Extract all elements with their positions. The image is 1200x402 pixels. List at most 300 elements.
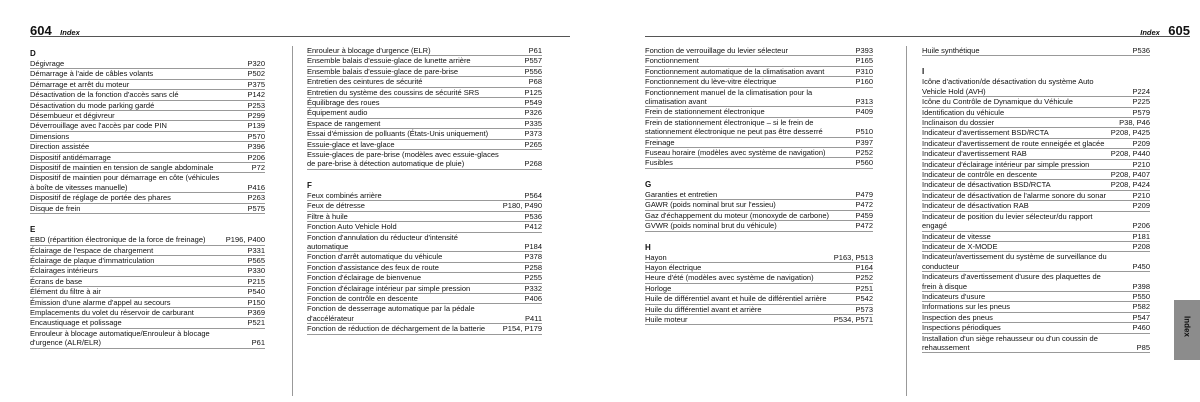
entry-text: Encaustiquage et polissage — [30, 318, 122, 328]
entry-text: Équilibrage des roues — [307, 98, 380, 108]
entry-text: Ensemble balais d'essuie-glace de lunette arrière — [307, 56, 471, 66]
index-entry[interactable] — [645, 88, 873, 108]
page-reference[interactable]: P164 — [855, 262, 873, 272]
index-entry[interactable] — [307, 140, 542, 150]
header-rule — [645, 36, 1190, 37]
entry-text: Dispositif antidémarrage — [30, 152, 111, 162]
page-title: Index — [60, 28, 80, 37]
section-letter: E — [30, 225, 36, 235]
index-entry[interactable] — [922, 252, 1150, 272]
index-entry[interactable] — [30, 121, 265, 131]
entry-text: Identification du véhicule — [922, 107, 1005, 117]
entry-text: Désactivation du mode parking gardé — [30, 100, 155, 110]
page-number: 604 — [30, 23, 52, 38]
page-header — [1140, 22, 1190, 36]
entry-text: Éclairages intérieurs — [30, 266, 98, 276]
entry-text: Frein de stationnement électronique — [645, 107, 765, 117]
index-entry[interactable] — [307, 273, 542, 283]
page-reference[interactable]: P330 — [247, 266, 265, 276]
entry-text: Essuie-glace et lave-glace — [307, 139, 395, 149]
index-entry[interactable] — [307, 212, 542, 222]
entry-text: Indicateur de désactivation BSD/RCTA — [922, 180, 1051, 190]
entry-text: Feux combinés arrière — [307, 190, 382, 200]
index-entry[interactable] — [645, 221, 873, 231]
index-entry[interactable] — [645, 67, 873, 77]
index-entry[interactable] — [307, 263, 542, 273]
page-reference[interactable]: P125 — [524, 87, 542, 97]
index-entry[interactable] — [922, 180, 1150, 190]
entry-text: Élément du filtre à air — [30, 287, 101, 297]
entry-text: Indicateur de position du levier sélecteur/du rapport engagé — [922, 211, 1093, 231]
page-reference[interactable]: P556 — [524, 66, 542, 76]
index-column — [30, 46, 265, 359]
page-reference[interactable]: P335 — [524, 118, 542, 128]
page-reference[interactable]: P38, P46 — [1119, 118, 1150, 128]
index-entry[interactable] — [922, 292, 1150, 302]
entry-text: Heure d'été (modèles avec système de navigation) — [645, 273, 814, 283]
index-entry[interactable] — [30, 193, 265, 203]
entry-text: Icône d'activation/de désactivation du système Auto Vehicle Hold (AVH) — [922, 77, 1094, 96]
page-reference[interactable]: P224 — [1132, 86, 1150, 96]
index-entry[interactable] — [645, 263, 873, 273]
entry-text: GVWR (poids nominal brut du véhicule) — [645, 221, 777, 231]
page-reference[interactable]: P472 — [855, 200, 873, 210]
tab-label: Index — [1182, 316, 1192, 337]
page-reference[interactable]: P549 — [524, 98, 542, 108]
index-entry[interactable] — [922, 272, 1150, 292]
page-reference[interactable]: P326 — [524, 108, 542, 118]
index-entry[interactable] — [645, 253, 873, 263]
entry-text: Essai d'émission de polluants (États-Unis uniquement) — [307, 129, 489, 139]
entry-text: Indicateur d'avertissement de route enneigée et glacée — [922, 138, 1105, 148]
page-reference[interactable]: P180, P490 — [502, 201, 542, 211]
page-reference[interactable]: P154, P179 — [502, 324, 542, 334]
page-reference[interactable]: P252 — [855, 148, 873, 158]
index-entry[interactable] — [645, 211, 873, 221]
entry-text: Fonction d'arrêt automatique du véhicule — [307, 252, 443, 262]
page-reference[interactable]: P373 — [524, 129, 542, 139]
index-entry[interactable] — [30, 80, 265, 90]
entry-text: Fonctionnement — [645, 56, 699, 66]
section-letter: D — [30, 49, 36, 58]
index-entry[interactable] — [307, 233, 542, 253]
page-reference[interactable]: P160 — [855, 77, 873, 87]
page-reference[interactable]: P560 — [855, 158, 873, 168]
entry-text: Désembueur et dégivreur — [30, 111, 115, 121]
section-letter: F — [307, 180, 312, 190]
entry-text: Équipement audio — [307, 108, 368, 118]
index-entry[interactable] — [30, 246, 265, 256]
page-reference[interactable]: P459 — [855, 210, 873, 220]
section-letter: I — [922, 67, 925, 77]
entry-text: Fonction d'assistance des feux de route — [307, 262, 439, 272]
entry-text: Fonction de réduction de déchargement de la batterie — [307, 324, 486, 334]
index-entry[interactable] — [922, 139, 1150, 149]
page-reference[interactable]: P206 — [247, 152, 265, 162]
page-reference[interactable]: P502 — [247, 69, 265, 79]
entry-text: Feux de détresse — [307, 201, 365, 211]
index-entry[interactable] — [30, 69, 265, 79]
page-reference[interactable]: P536 — [524, 211, 542, 221]
entry-text: Déverrouillage avec l'accès par code PIN — [30, 121, 167, 131]
index-section — [30, 48, 265, 214]
entry-text: Horloge — [645, 283, 672, 293]
index-entry[interactable] — [922, 97, 1150, 107]
entry-text: Inspections périodiques — [922, 323, 1001, 333]
page-reference[interactable]: P331 — [247, 245, 265, 255]
entry-text: Entretien des ceintures de sécurité — [307, 77, 423, 87]
page-reference[interactable]: P416 — [247, 182, 265, 192]
index-entry[interactable] — [30, 256, 265, 266]
page-reference[interactable]: P536 — [1132, 46, 1150, 55]
index-entry[interactable] — [30, 235, 265, 245]
index-entry[interactable] — [922, 118, 1150, 128]
page-reference[interactable]: P252 — [855, 273, 873, 283]
index-entry[interactable] — [307, 252, 542, 262]
entry-text: Garanties et entretien — [645, 189, 718, 199]
entry-text: Entretien du système des coussins de sécurité SRS — [307, 87, 480, 97]
page-reference[interactable]: P299 — [247, 111, 265, 121]
index-column — [645, 46, 873, 335]
entry-text: Huile moteur — [645, 314, 688, 324]
page-reference[interactable]: P320 — [247, 59, 265, 68]
entry-text: Hayon — [645, 252, 667, 262]
page-reference[interactable]: P225 — [1132, 97, 1150, 107]
index-entry[interactable] — [307, 108, 542, 118]
entry-text: Dimensions — [30, 131, 70, 141]
index-entry[interactable] — [922, 46, 1150, 56]
page-reference[interactable]: P310 — [855, 66, 873, 76]
index-entry[interactable] — [922, 201, 1150, 211]
index-entry[interactable] — [307, 150, 542, 170]
index-entry[interactable] — [922, 128, 1150, 138]
page-reference[interactable]: P268 — [524, 159, 542, 169]
page-reference[interactable]: P265 — [524, 139, 542, 149]
page-reference[interactable]: P570 — [247, 131, 265, 141]
entry-text: Indicateur d'avertissement BSD/RCTA — [922, 128, 1049, 138]
index-entry[interactable] — [922, 77, 1150, 97]
page-reference[interactable]: P582 — [1132, 302, 1150, 312]
index-section — [645, 46, 873, 169]
page-reference[interactable]: P547 — [1132, 312, 1150, 322]
entry-text: Icône du Contrôle de Dynamique du Véhicule — [922, 97, 1073, 107]
page-reference[interactable]: P564 — [524, 190, 542, 200]
index-entry[interactable] — [307, 284, 542, 294]
entry-text: Huile synthétique — [922, 46, 980, 55]
index-entry[interactable] — [30, 101, 265, 111]
page-reference[interactable]: P378 — [524, 252, 542, 262]
page-reference[interactable]: P253 — [247, 100, 265, 110]
entry-text: Fuseau horaire (modèles avec système de navigation) — [645, 148, 826, 158]
page-reference[interactable]: P165 — [855, 56, 873, 66]
entry-text: Fonction d'annulation du réducteur d'intensité automatique — [307, 232, 458, 251]
index-entry[interactable] — [645, 77, 873, 87]
header-rule — [30, 36, 570, 37]
index-section — [922, 46, 1150, 56]
index-entry[interactable] — [307, 324, 542, 334]
page-reference[interactable]: P406 — [524, 293, 542, 303]
index-entry[interactable] — [30, 111, 265, 121]
index-entry[interactable] — [30, 277, 265, 287]
page-reference[interactable]: P68 — [528, 77, 542, 87]
index-entry[interactable] — [307, 98, 542, 108]
index-section — [307, 180, 542, 335]
entry-text: Disque de frein — [30, 203, 81, 213]
page-reference[interactable]: P181 — [1132, 231, 1150, 241]
page-reference[interactable]: P85 — [1136, 342, 1150, 352]
page-reference[interactable]: P209 — [1132, 201, 1150, 211]
page-reference[interactable]: P557 — [524, 56, 542, 66]
index-entry[interactable] — [30, 318, 265, 328]
entry-text: Fonctionnement manuel de la climatisation pour la climatisation avant — [645, 87, 813, 107]
index-entry[interactable] — [307, 67, 542, 77]
page-reference[interactable]: P460 — [1132, 323, 1150, 333]
index-entry[interactable] — [922, 232, 1150, 242]
page-reference[interactable]: P573 — [855, 304, 873, 314]
index-entry[interactable] — [307, 119, 542, 129]
index-entry[interactable] — [30, 287, 265, 297]
index-entry[interactable] — [922, 302, 1150, 312]
page-reference[interactable]: P565 — [247, 255, 265, 265]
page-reference[interactable]: P521 — [247, 318, 265, 328]
index-entry[interactable] — [645, 294, 873, 304]
entry-text: Fonctionnement automatique de la climatisation avant — [645, 66, 825, 76]
entry-text: Fusibles — [645, 158, 673, 168]
index-entry[interactable] — [922, 334, 1150, 354]
entry-text: Fonctionnement du lève-vitre électrique — [645, 77, 777, 87]
index-entry[interactable] — [645, 273, 873, 283]
page-reference[interactable]: P412 — [524, 222, 542, 232]
entry-text: Informations sur les pneus — [922, 302, 1010, 312]
index-thumb-tab[interactable] — [1174, 300, 1200, 360]
entry-text: Émission d'une alarme d'appel au secours — [30, 297, 171, 307]
index-column — [307, 46, 542, 345]
index-entry[interactable] — [30, 163, 265, 173]
page-reference[interactable]: P196, P400 — [225, 235, 265, 245]
page-reference[interactable]: P409 — [855, 107, 873, 117]
index-entry[interactable] — [30, 173, 265, 193]
page-reference[interactable]: P208, P425 — [1110, 128, 1150, 138]
page-reference[interactable]: P369 — [247, 307, 265, 317]
index-entry[interactable] — [645, 138, 873, 148]
index-entry[interactable] — [307, 46, 542, 56]
index-entry[interactable] — [645, 107, 873, 117]
page-reference[interactable]: P251 — [855, 283, 873, 293]
page-reference[interactable]: P184 — [524, 241, 542, 251]
page-reference[interactable]: P393 — [855, 46, 873, 55]
entry-text: Fonction de desserrage automatique par la pédale d'accélérateur — [307, 304, 475, 323]
page-reference[interactable]: P550 — [1132, 291, 1150, 301]
index-entry[interactable] — [645, 118, 873, 138]
page-reference[interactable]: P411 — [525, 313, 542, 323]
entry-text: Essuie-glaces de pare-brise (modèles avec essuie-glaces de pare-brise à détection automatique de pluie) — [307, 150, 499, 169]
page-reference[interactable]: P258 — [524, 262, 542, 272]
page-header — [30, 22, 80, 36]
index-entry[interactable] — [922, 212, 1150, 232]
entry-text: Démarrage et arrêt du moteur — [30, 79, 130, 89]
page-reference[interactable]: P263 — [247, 193, 265, 203]
index-entry[interactable] — [30, 266, 265, 276]
page-reference[interactable]: P210 — [1132, 190, 1150, 200]
page-reference[interactable]: P542 — [855, 294, 873, 304]
entry-text: Freinage — [645, 137, 675, 147]
entry-text: Hayon électrique — [645, 262, 702, 272]
entry-text: Indicateur de vitesse — [922, 231, 991, 241]
page-reference[interactable]: P479 — [855, 189, 873, 199]
page-reference[interactable]: P450 — [1132, 261, 1150, 271]
section-letter: G — [645, 179, 652, 189]
page-reference[interactable]: P215 — [247, 276, 265, 286]
column-divider — [292, 46, 293, 396]
entry-text: Huile du différentiel avant et arrière — [645, 304, 762, 314]
index-entry[interactable] — [922, 170, 1150, 180]
entry-text: Gaz d'échappement du moteur (monoxyde de carbone) — [645, 210, 830, 220]
index-column — [922, 46, 1150, 363]
index-entry[interactable] — [307, 77, 542, 87]
entry-text: Frein de stationnement électronique – si le frein de stationnement électronique ne peut pas être desserré — [645, 117, 823, 137]
index-entry[interactable] — [30, 142, 265, 152]
index-section — [30, 224, 265, 348]
entry-text: Indicateur de X-MODE — [922, 241, 998, 251]
index-section — [922, 66, 1150, 353]
index-entry[interactable] — [922, 242, 1150, 252]
entry-text: Indicateur d'avertissement RAB — [922, 149, 1027, 159]
index-entry[interactable] — [30, 308, 265, 318]
entry-text: Enrouleur à blocage d'urgence (ELR) — [307, 46, 431, 55]
index-entry[interactable] — [30, 90, 265, 100]
index-entry[interactable] — [922, 191, 1150, 201]
entry-text: Indicateur/avertissement du système de surveillance du conducteur — [922, 252, 1107, 271]
page-reference[interactable]: P139 — [247, 121, 265, 131]
entry-text: GAWR (poids nominal brut sur l'essieu) — [645, 200, 776, 210]
page-reference[interactable]: P313 — [855, 97, 873, 107]
entry-text: Éclairage de l'espace de chargement — [30, 245, 154, 255]
index-entry[interactable] — [30, 132, 265, 142]
page-reference[interactable]: P472 — [855, 221, 873, 231]
page-reference[interactable]: P72 — [251, 163, 265, 173]
page-reference[interactable]: P61 — [528, 46, 542, 55]
column-divider — [906, 46, 907, 396]
index-entry[interactable] — [922, 149, 1150, 159]
page-reference[interactable]: P142 — [247, 90, 265, 100]
entry-text: Écrans de base — [30, 276, 83, 286]
entry-text: Dispositif de maintien en tension de sangle abdominale — [30, 163, 214, 173]
right-page — [610, 0, 1200, 402]
page-number: 605 — [1168, 23, 1190, 38]
page-reference[interactable]: P510 — [855, 127, 873, 137]
index-entry[interactable] — [307, 129, 542, 139]
index-entry[interactable] — [922, 108, 1150, 118]
page-reference[interactable]: P375 — [247, 79, 265, 89]
page-reference[interactable]: P540 — [247, 287, 265, 297]
index-entry[interactable] — [645, 200, 873, 210]
entry-text: Huile de différentiel avant et huile de différentiel arrière — [645, 294, 827, 304]
entry-text: Dispositif de maintien pour démarrage en côte (véhicules à boîte de vitesses manuelle) — [30, 173, 220, 192]
index-entry[interactable] — [307, 88, 542, 98]
index-entry[interactable] — [645, 46, 873, 56]
page-reference[interactable]: P61 — [251, 338, 265, 348]
page-reference[interactable]: P208 — [1132, 241, 1150, 251]
page-reference[interactable]: P206 — [1132, 221, 1150, 231]
index-entry[interactable] — [645, 158, 873, 168]
index-entry[interactable] — [307, 304, 542, 324]
entry-text: Éclairage de plaque d'immatriculation — [30, 255, 155, 265]
page-reference[interactable]: P579 — [1132, 107, 1150, 117]
index-entry[interactable] — [645, 56, 873, 66]
page-reference[interactable]: P163, P513 — [833, 252, 873, 262]
entry-text: Filtre à huile — [307, 211, 348, 221]
entry-text: Démarrage à l'aide de câbles volants — [30, 69, 154, 79]
page-reference[interactable]: P398 — [1132, 281, 1150, 291]
page-reference[interactable]: P209 — [1132, 138, 1150, 148]
index-entry[interactable] — [645, 148, 873, 158]
index-entry[interactable] — [645, 284, 873, 294]
entry-text: Désactivation de la fonction d'accès sans clé — [30, 90, 179, 100]
page-reference[interactable]: P534, P571 — [833, 314, 873, 324]
page-reference[interactable]: P255 — [524, 273, 542, 283]
entry-text: Indicateurs d'usure — [922, 291, 986, 301]
page-reference[interactable]: P208, P407 — [1110, 170, 1150, 180]
section-letter: H — [645, 242, 651, 252]
page-reference[interactable]: P150 — [247, 297, 265, 307]
entry-text: Indicateur de désactivation de l'alarme sonore du sonar — [922, 190, 1107, 200]
index-entry[interactable] — [30, 204, 265, 214]
index-entry[interactable] — [922, 313, 1150, 323]
entry-text: Indicateur de désactivation RAB — [922, 201, 1029, 211]
entry-text: Installation d'un siège rehausseur ou d'un coussin de rehaussement — [922, 333, 1098, 352]
entry-text: Fonction d'éclairage intérieur par simple pression — [307, 283, 471, 293]
index-entry[interactable] — [922, 323, 1150, 333]
index-entry[interactable] — [307, 294, 542, 304]
page-reference[interactable]: P332 — [524, 283, 542, 293]
entry-text: Indicateur d'éclairage intérieur par simple pression — [922, 159, 1090, 169]
index-entry[interactable] — [30, 329, 265, 349]
index-entry[interactable] — [645, 305, 873, 315]
page-reference[interactable]: P575 — [247, 203, 265, 213]
page-reference[interactable]: P397 — [855, 137, 873, 147]
entry-text: EBD (répartition électronique de la force de freinage) — [30, 235, 206, 245]
index-entry[interactable] — [307, 201, 542, 211]
index-section — [645, 179, 873, 232]
entry-text: Indicateur de contrôle en descente — [922, 170, 1038, 180]
index-entry[interactable] — [30, 298, 265, 308]
index-entry[interactable] — [645, 190, 873, 200]
page-title: Index — [1140, 28, 1160, 37]
index-entry[interactable] — [307, 222, 542, 232]
page-reference[interactable]: P210 — [1132, 159, 1150, 169]
entry-text: Fonction de verrouillage du levier sélecteur — [645, 46, 788, 55]
index-entry[interactable] — [307, 191, 542, 201]
index-entry[interactable] — [307, 56, 542, 66]
entry-text: Fonction d'éclairage de bienvenue — [307, 273, 422, 283]
page-reference[interactable]: P396 — [247, 142, 265, 152]
entry-text: Indicateurs d'avertissement d'usure des plaquettes de frein à disque — [922, 272, 1101, 291]
index-entry[interactable] — [645, 315, 873, 325]
index-entry[interactable] — [922, 160, 1150, 170]
entry-text: Dégivrage — [30, 59, 65, 68]
index-section — [307, 46, 542, 170]
entry-text: Ensemble balais d'essuie-glace de pare-brise — [307, 66, 459, 76]
entry-text: Dispositif de réglage de portée des phares — [30, 193, 171, 203]
index-section — [645, 242, 873, 326]
page-reference[interactable]: P208, P440 — [1110, 149, 1150, 159]
index-entry[interactable] — [30, 153, 265, 163]
entry-text: Fonction de contrôle en descente — [307, 293, 418, 303]
entry-text: Fonction Auto Vehicle Hold — [307, 222, 397, 232]
entry-text: Enrouleur à blocage automatique/Enrouleur à blocage d'urgence (ALR/ELR) — [30, 328, 210, 348]
page-reference[interactable]: P208, P424 — [1110, 180, 1150, 190]
index-entry[interactable] — [30, 59, 265, 69]
